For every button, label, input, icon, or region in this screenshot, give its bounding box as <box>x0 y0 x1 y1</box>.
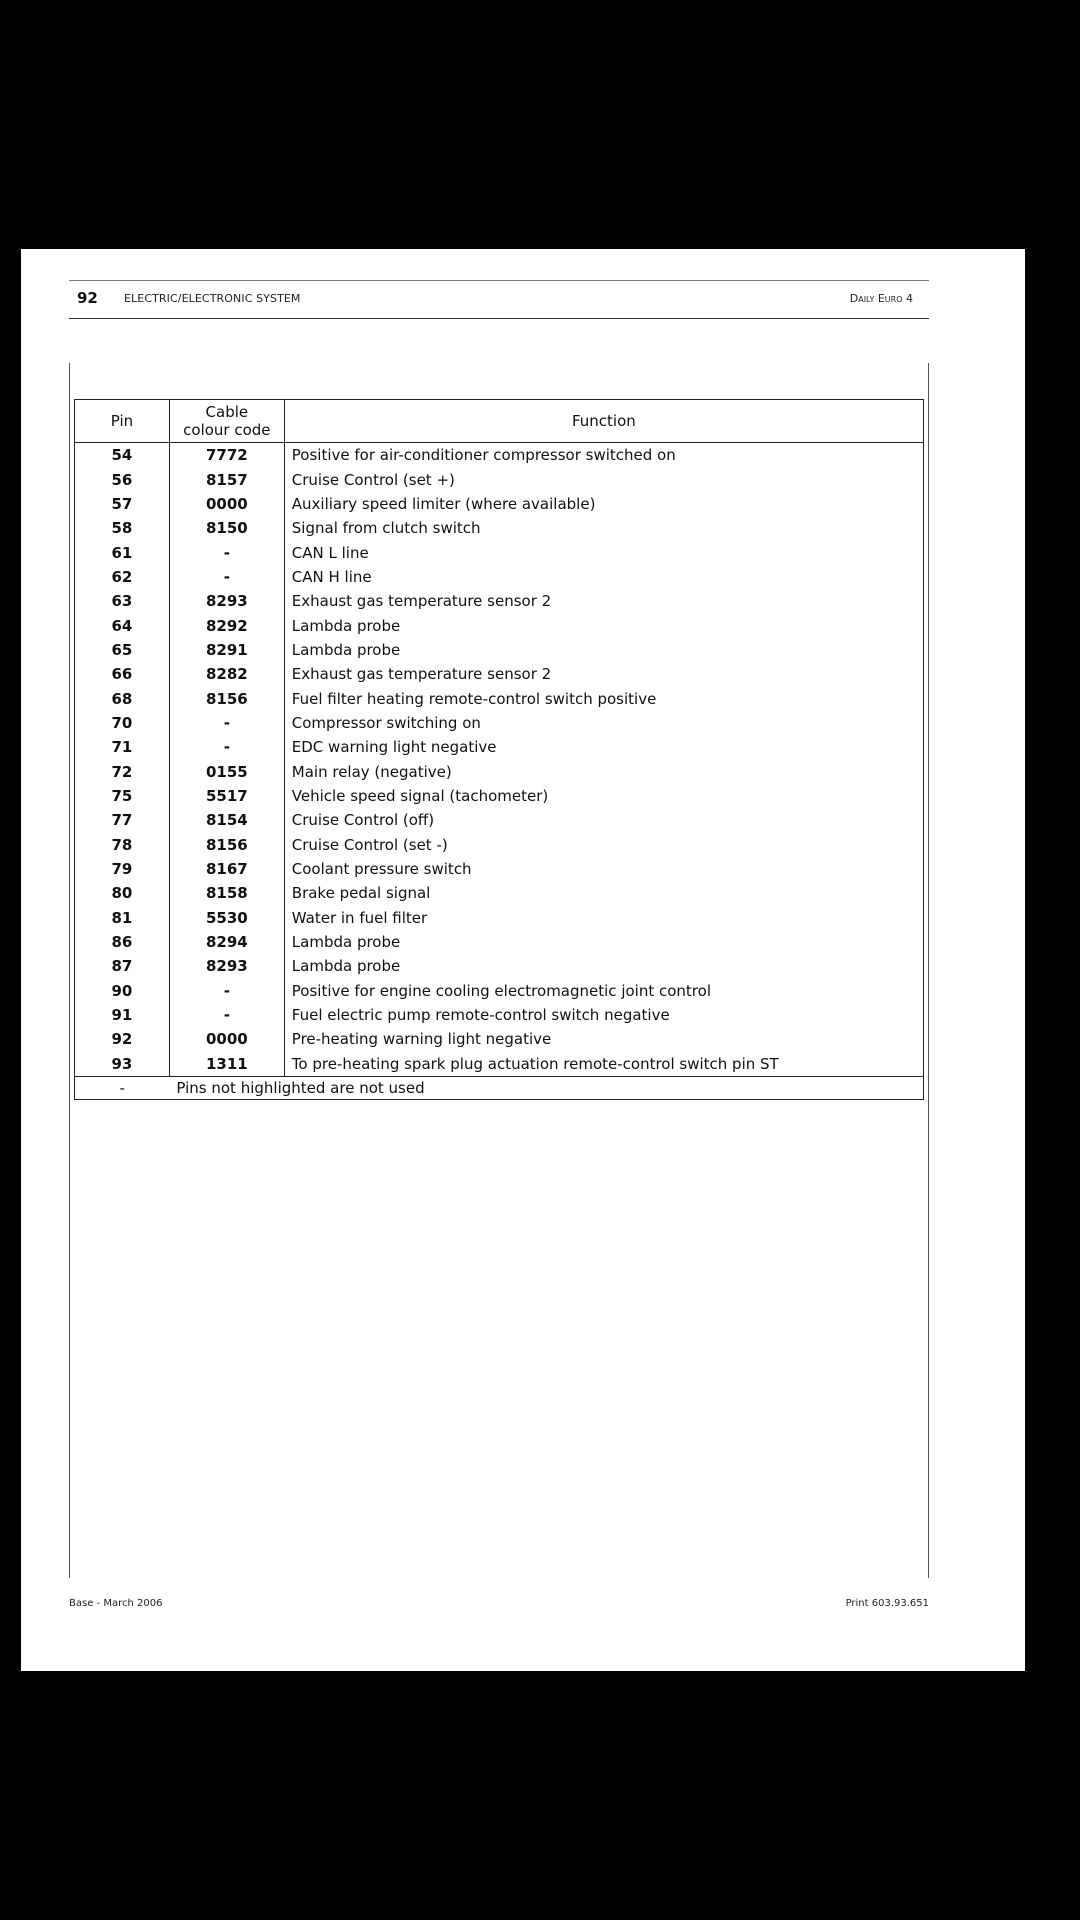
function-cell: CAN H line <box>284 565 923 589</box>
cable-code-cell: 0000 <box>169 1027 284 1051</box>
function-cell: Lambda probe <box>284 638 923 662</box>
function-cell: Auxiliary speed limiter (where available) <box>284 492 923 516</box>
table-row <box>75 1027 924 1051</box>
function-cell: CAN L line <box>284 540 923 564</box>
function-cell: Positive for air-conditioner compressor switched on <box>284 443 923 468</box>
function-cell: To pre-heating spark plug actuation remote-control switch pin ST <box>284 1052 923 1077</box>
function-cell: Cruise Control (set -) <box>284 833 923 857</box>
header-top-rule <box>69 280 929 281</box>
pin-cell: 92 <box>75 1027 170 1051</box>
table-row <box>75 759 924 783</box>
table-row <box>75 662 924 686</box>
pin-cell: 57 <box>75 492 170 516</box>
pin-cell: 81 <box>75 906 170 930</box>
function-cell: Cruise Control (set +) <box>284 467 923 491</box>
table-row <box>75 1003 924 1027</box>
pin-cell: 58 <box>75 516 170 540</box>
pin-cell: 86 <box>75 930 170 954</box>
table-row <box>75 638 924 662</box>
table-row <box>75 711 924 735</box>
table-row <box>75 686 924 710</box>
cable-code-cell: - <box>169 565 284 589</box>
note-text: Pins not highlighted are not used <box>169 1076 923 1099</box>
table-row <box>75 833 924 857</box>
cable-code-cell: 8293 <box>169 954 284 978</box>
table-note-row <box>75 1076 924 1099</box>
header-function-label: Function <box>571 412 636 430</box>
cable-code-cell: 1311 <box>169 1052 284 1077</box>
left-margin-rule <box>69 363 70 1578</box>
table-row <box>75 808 924 832</box>
cable-code-cell: 8294 <box>169 930 284 954</box>
table-row <box>75 881 924 905</box>
manual-title: Daily Euro 4 <box>849 292 913 305</box>
pin-cell: 62 <box>75 565 170 589</box>
function-cell: Water in fuel filter <box>284 906 923 930</box>
cable-code-cell: 7772 <box>169 443 284 468</box>
pin-cell: 90 <box>75 979 170 1003</box>
pin-cell: 75 <box>75 784 170 808</box>
footer-print-code: Print 603.93.651 <box>845 1598 929 1609</box>
page-number: 92 <box>77 289 98 307</box>
document-page <box>21 249 1025 1671</box>
cable-code-cell: - <box>169 711 284 735</box>
function-cell: Cruise Control (off) <box>284 808 923 832</box>
function-cell: Fuel filter heating remote-control switch positive <box>284 686 923 710</box>
function-cell: Lambda probe <box>284 613 923 637</box>
table-row <box>75 443 924 468</box>
pin-cell: 65 <box>75 638 170 662</box>
pin-cell: 87 <box>75 954 170 978</box>
table-row <box>75 613 924 637</box>
function-cell: Compressor switching on <box>284 711 923 735</box>
section-title: ELECTRIC/ELECTRONIC SYSTEM <box>124 292 301 305</box>
function-cell: Pre-heating warning light negative <box>284 1027 923 1051</box>
cable-code-cell: 5517 <box>169 784 284 808</box>
cable-code-cell: - <box>169 1003 284 1027</box>
table-row <box>75 467 924 491</box>
cable-code-cell: 8291 <box>169 638 284 662</box>
pin-cell: 66 <box>75 662 170 686</box>
function-cell: Main relay (negative) <box>284 759 923 783</box>
function-cell: Positive for engine cooling electromagnetic joint control <box>284 979 923 1003</box>
footer-edition: Base - March 2006 <box>69 1598 163 1609</box>
table-row <box>75 1052 924 1077</box>
note-dash: - <box>75 1076 170 1099</box>
cable-code-cell: 8293 <box>169 589 284 613</box>
cable-code-cell: 8292 <box>169 613 284 637</box>
table-row <box>75 979 924 1003</box>
function-cell: Coolant pressure switch <box>284 857 923 881</box>
cable-code-cell: 5530 <box>169 906 284 930</box>
cable-code-cell: 8157 <box>169 467 284 491</box>
function-cell: Fuel electric pump remote-control switch negative <box>284 1003 923 1027</box>
function-cell: Exhaust gas temperature sensor 2 <box>284 662 923 686</box>
function-cell: Lambda probe <box>284 954 923 978</box>
table-row <box>75 492 924 516</box>
function-cell: EDC warning light negative <box>284 735 923 759</box>
table-row <box>75 589 924 613</box>
cable-code-cell: - <box>169 735 284 759</box>
table-row <box>75 516 924 540</box>
pin-cell: 63 <box>75 589 170 613</box>
pin-table <box>74 399 924 1100</box>
cable-code-cell: - <box>169 540 284 564</box>
pin-cell: 71 <box>75 735 170 759</box>
cable-code-cell: 0000 <box>169 492 284 516</box>
header-cable-label: Cable colour code <box>183 403 271 439</box>
header-cable-colour-code <box>169 400 284 443</box>
table-row <box>75 954 924 978</box>
right-margin-rule <box>928 363 929 1578</box>
function-cell: Vehicle speed signal (tachometer) <box>284 784 923 808</box>
pin-cell: 91 <box>75 1003 170 1027</box>
pin-cell: 80 <box>75 881 170 905</box>
pin-cell: 72 <box>75 759 170 783</box>
header-pin-label: Pin <box>110 412 134 430</box>
cable-code-cell: 8282 <box>169 662 284 686</box>
table-row <box>75 857 924 881</box>
pin-cell: 68 <box>75 686 170 710</box>
cable-code-cell: 8150 <box>169 516 284 540</box>
pin-cell: 79 <box>75 857 170 881</box>
pin-cell: 70 <box>75 711 170 735</box>
pin-cell: 61 <box>75 540 170 564</box>
table-row <box>75 906 924 930</box>
cable-code-cell: - <box>169 979 284 1003</box>
cable-code-cell: 8156 <box>169 686 284 710</box>
pin-cell: 93 <box>75 1052 170 1077</box>
cable-code-cell: 8154 <box>169 808 284 832</box>
pin-cell: 56 <box>75 467 170 491</box>
function-cell: Exhaust gas temperature sensor 2 <box>284 589 923 613</box>
cable-code-cell: 0155 <box>169 759 284 783</box>
cable-code-cell: 8158 <box>169 881 284 905</box>
header-pin <box>75 400 170 443</box>
header-function <box>284 400 923 443</box>
table-row <box>75 540 924 564</box>
function-cell: Signal from clutch switch <box>284 516 923 540</box>
pin-cell: 77 <box>75 808 170 832</box>
table-body <box>75 443 924 1077</box>
function-cell: Brake pedal signal <box>284 881 923 905</box>
table-row <box>75 784 924 808</box>
table-header-row <box>75 400 924 443</box>
pin-cell: 54 <box>75 443 170 468</box>
cable-code-cell: 8167 <box>169 857 284 881</box>
header-bottom-rule <box>69 318 929 319</box>
function-cell: Lambda probe <box>284 930 923 954</box>
table-row <box>75 565 924 589</box>
pin-cell: 64 <box>75 613 170 637</box>
pin-cell: 78 <box>75 833 170 857</box>
cable-code-cell: 8156 <box>169 833 284 857</box>
table-row <box>75 735 924 759</box>
table-row <box>75 930 924 954</box>
